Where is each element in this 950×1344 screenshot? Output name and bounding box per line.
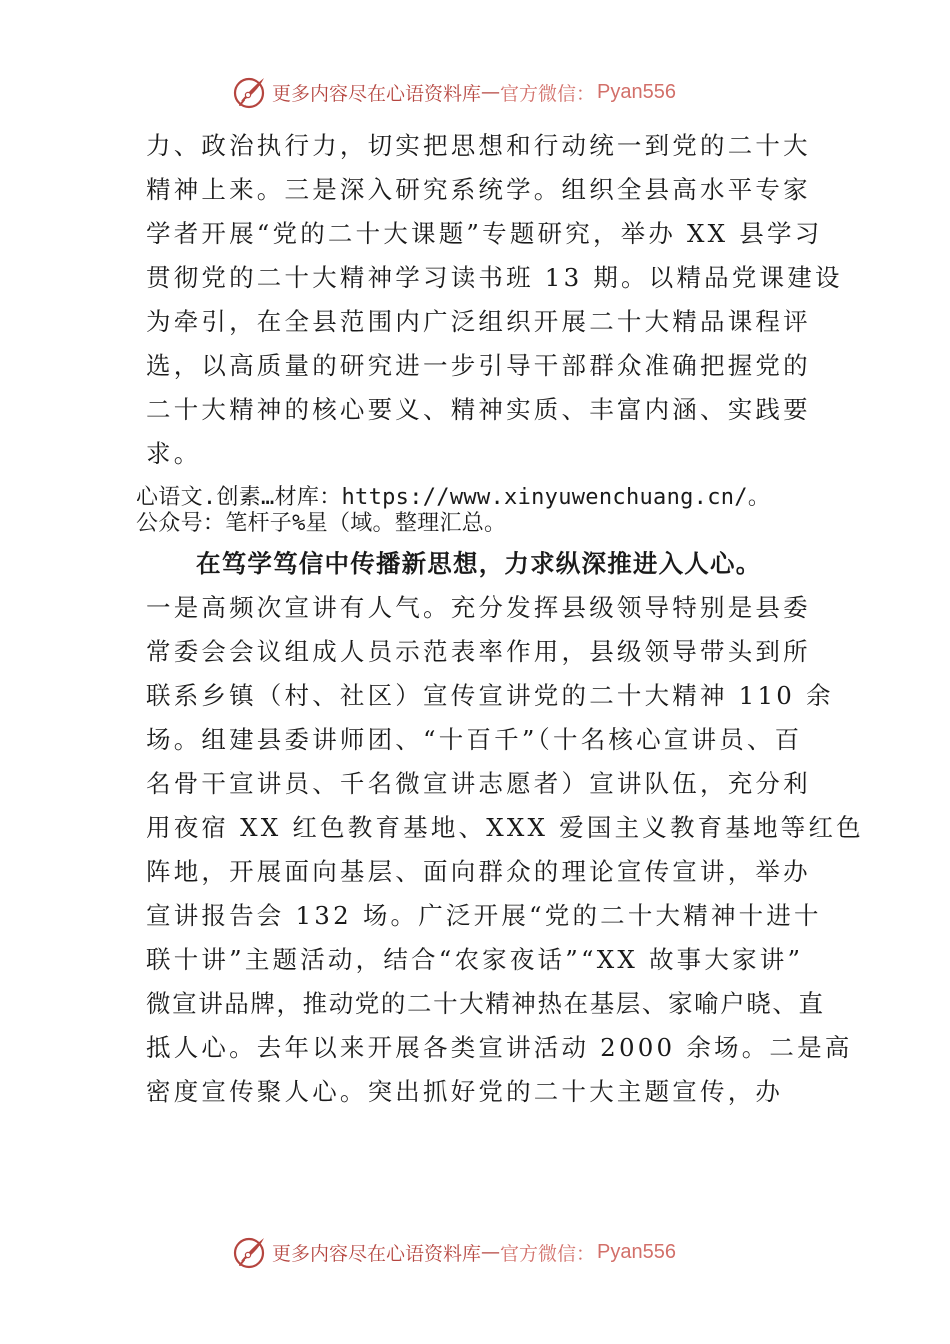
- text-line: 学者开展“党的二十大课题”专题研究，举办 XX 县学习: [146, 219, 823, 248]
- text-line: 选，以高质量的研究进一步引导干部群众准确把握党的: [146, 351, 811, 380]
- text-line: 为牵引，在全县范围内广泛组织开展二十大精品课程评: [146, 307, 811, 336]
- text-line: 联十讲”主题活动，结合“农家夜话”“XX 故事大家讲”: [146, 945, 804, 974]
- text-line: 求。: [146, 439, 202, 468]
- text-line: 名骨干宣讲员、千名微宣讲志愿者）宣讲队伍，充分利: [146, 769, 811, 798]
- text-line: 联系乡镇（村、社区）宣传宣讲党的二十大精神 110 余: [146, 681, 834, 710]
- text-line: 一是高频次宣讲有人气。充分发挥县级领导特别是县委: [146, 593, 811, 622]
- text-line: 贯彻党的二十大精神学习读书班 13 期。以精品党课建设: [146, 263, 843, 292]
- footer-banner-wechat-id: Pyan556: [597, 1240, 676, 1263]
- header-banner-wechat-label: 官方微信：: [500, 82, 596, 105]
- feather-pen-logo-icon: [232, 74, 268, 110]
- footer-banner-dash: —: [481, 1241, 501, 1263]
- text-line: 密度宣传聚人心。突出抓好党的二十大主题宣传，办: [146, 1077, 784, 1106]
- source-note-website: 心语文.创素…材库：https://www.xinyuwenchuang.cn/。: [136, 485, 771, 510]
- text-line: 抵人心。去年以来开展各类宣讲活动 2000 余场。二是高: [146, 1033, 853, 1062]
- header-banner: [232, 72, 732, 112]
- header-banner-dash: —: [481, 81, 501, 103]
- text-line: 用夜宿 XX 红色教育基地、XXX 爱国主义教育基地等红色: [146, 813, 864, 842]
- header-banner-wechat-id: Pyan556: [597, 80, 676, 103]
- feather-pen-logo-icon: [232, 1234, 268, 1270]
- text-line: 力、政治执行力，切实把思想和行动统一到党的二十大: [146, 131, 811, 160]
- footer-banner: [232, 1232, 732, 1272]
- section-heading: 在笃学笃信中传播新思想，力求纵深推进入人心。: [196, 549, 762, 578]
- header-banner-title: 更多内容尽在心语资料库: [272, 82, 482, 105]
- text-line: 宣讲报告会 132 场。广泛开展“党的二十大精神十进十: [146, 901, 822, 930]
- text-line: 场。组建县委讲师团、“十百千”（十名核心宣讲员、百: [146, 725, 803, 754]
- source-notes: [136, 485, 836, 537]
- text-line: 精神上来。三是深入研究系统学。组织全县高水平专家: [146, 175, 811, 204]
- paragraph-1: [146, 124, 843, 476]
- text-line: 常委会会议组成人员示范表率作用，县级领导带头到所: [146, 637, 811, 666]
- paragraph-2: [146, 586, 864, 1114]
- text-line: 二十大精神的核心要义、精神实质、丰富内涵、实践要: [146, 395, 811, 424]
- footer-banner-wechat-label: 官方微信：: [500, 1242, 596, 1265]
- footer-banner-title: 更多内容尽在心语资料库: [272, 1242, 482, 1265]
- source-note-account: 公众号：笔杆子%星（域。整理汇总。: [136, 511, 507, 536]
- text-line: 微宣讲品牌，推动党的二十大精神热在基层、家喻户晓、直: [146, 989, 825, 1018]
- text-line: 阵地，开展面向基层、面向群众的理论宣传宣讲，举办: [146, 857, 811, 886]
